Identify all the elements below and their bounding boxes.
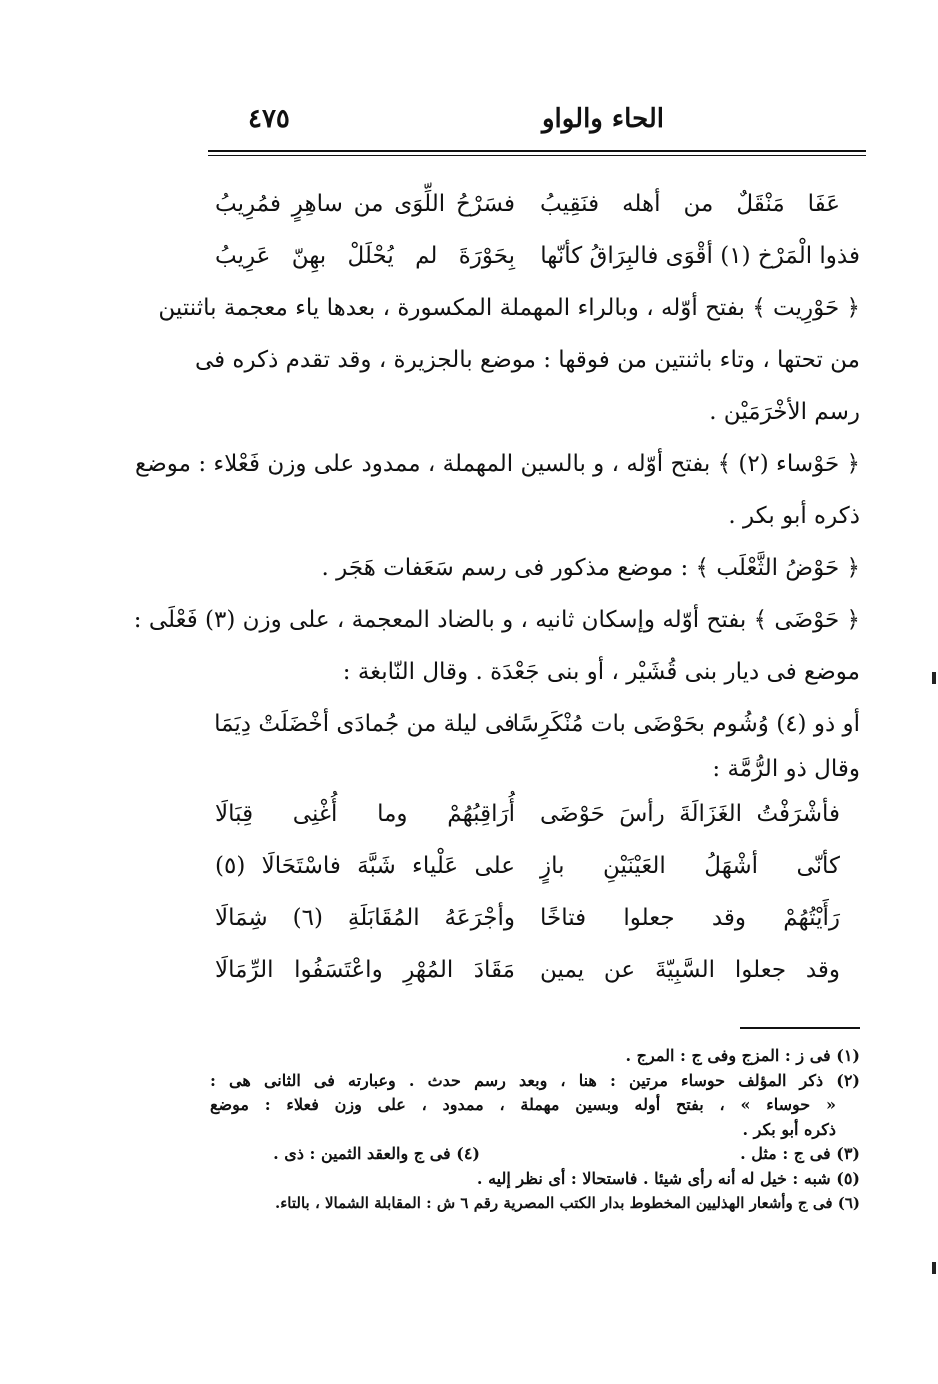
footnote-2-continued: ذكره أبو بكر . [742,1119,836,1139]
running-title: الحاء والواو [541,104,664,134]
verse-hemistich-first: عَفَا مَنْقَلٌ من أهله فنَقِيبُ [540,191,840,217]
verse-hemistich-second: وأجْرَعَهُ المُقَابَلَةِ (٦) شِمَالَا [215,905,515,931]
entry-hawsa-line: ﴿ حَوْساء (٢) ﴾ بفتح أوّله ، و بالسين المهملة ، ممدود على وزن فَعْلاء : موضع [135,451,860,477]
verse-hemistich-first: فأشْرَفْتُ الغَزَالَةَ رأسَ حَوْضَى [540,801,840,827]
verse-line [215,840,860,892]
verse-hemistich-first: وقد جعلوا السَّبِيّةَ عن يمين [540,957,840,983]
footnote-rule [740,1027,860,1029]
verse-line [215,788,860,840]
verse-hemistich-second: فى ليلة من جُمادَى أخْضَلَتْ دِيَمَا [214,711,515,737]
footnote-3: (٣) فى ج : مثل . [740,1144,860,1163]
verse-hemistich-first: كأنّى أشْهَلُ العَيْنَيْنِ بازٍ [540,853,840,879]
entry-hawrit-line: ﴿ حَوْرِيت ﴾ بفتح أوّله ، وبالراء المهملة المكسورة ، بعدها ياء معجمة باثنتين [158,295,860,321]
margin-mark [932,1262,936,1274]
main-text [133,178,860,996]
verse-hemistich-first: رَأَيْتُهُمْ وقد جعلوا فتاخًا [540,905,840,931]
entry-hawda-line: موضع فى ديار بنى قُشَيْر ، أو بنى جَعْدَة . وقال النّابغة : [342,659,860,685]
entry-hawrit-line: من تحتها ، وتاء باثنتين من فوقها : موضع بالجزيرة ، وقد تقدم ذكره فى [194,347,860,373]
footnote-2: (٢) ذكر المؤلف حوساء مرتين : هنا ، وبعد رسم حدث . وعبارته فى الثانى هى : [210,1070,860,1090]
verse-line [215,944,860,996]
page-header [208,96,864,146]
footnote-row [210,1142,860,1167]
verse-hemistich-first: أو ذو (٤) وُشُوم بحَوْضَى بات مُنْكَرِسًا [512,711,860,737]
verse-line [215,230,860,282]
verse-hemistich-second: بِحَوْرَةَ لم يُحْلَلْ بهِنّ عَرِيبُ [215,243,515,269]
quote-intro: وقال ذو الرُّمَّة : [712,756,860,782]
page-number: ٤٧٥ [248,104,290,134]
verse-hemistich-second: على عَلْياء شَبَّهَ فاسْتَحَالَا (٥) [215,853,515,879]
footnote-5: (٥) شبه : خيل له أنه رأى شيئا . فاستحالا : أى نظر إليه . [476,1168,860,1188]
entry-hawsa-line: ذكره أبو بكر . [728,503,860,529]
header-rule [208,150,866,152]
header-rule-thin [208,155,866,156]
margin-mark [932,672,936,684]
verse-line [215,892,860,944]
entry-hawd-althalab-line: ﴿ حَوْضُ الثَّعْلَب ﴾ : موضع مذكور فى رسم سَعَفات هَجَر . [321,555,860,581]
footnote-2-continued: « حوساء » ، بفتح أوله وبسين مهملة ، ممدود ، على وزن فعلاء : موضع [210,1095,836,1114]
verse-hemistich-second: أُرَاقِبُهُمْ وما أُغْنِى قِبَالَا [215,801,515,827]
verse-hemistich-second: مَقَادَ المُهْرِ واعْتَسَفُوا الرِّمَالَا [215,957,515,983]
footnotes [210,1044,860,1216]
verse-hemistich-first: فذوا الْمَرْخ (١) أقْوَى فالبِرَاقُ كأنّها [540,243,860,269]
entry-hawda-line: ﴿ حَوْضَى ﴾ بفتح أوّله وإسكان ثانيه ، و بالضاد المعجمة ، على وزن (٣) فَعْلَى : [133,607,860,633]
verse-line [215,698,860,750]
verse-line [215,178,860,230]
entry-hawrit-line: رسم الأخْرَمَيْن . [709,399,860,425]
verse-hemistich-second: فسَرْحُ اللِّوَى من ساهِرٍ فمُرِيبُ [215,191,515,217]
footnote-4: (٤) فى ج والعقد الثمين : ذى . [273,1144,480,1163]
footnote-1: (١) فى ز : المزج وفى ج : المرج . [625,1046,860,1065]
footnote-6: (٦) فى ج وأشعار الهذليين المخطوط بدار الكتب المصرية رقم ٦ ش : المقابلة الشمالا ، بالتاء. [275,1194,860,1212]
